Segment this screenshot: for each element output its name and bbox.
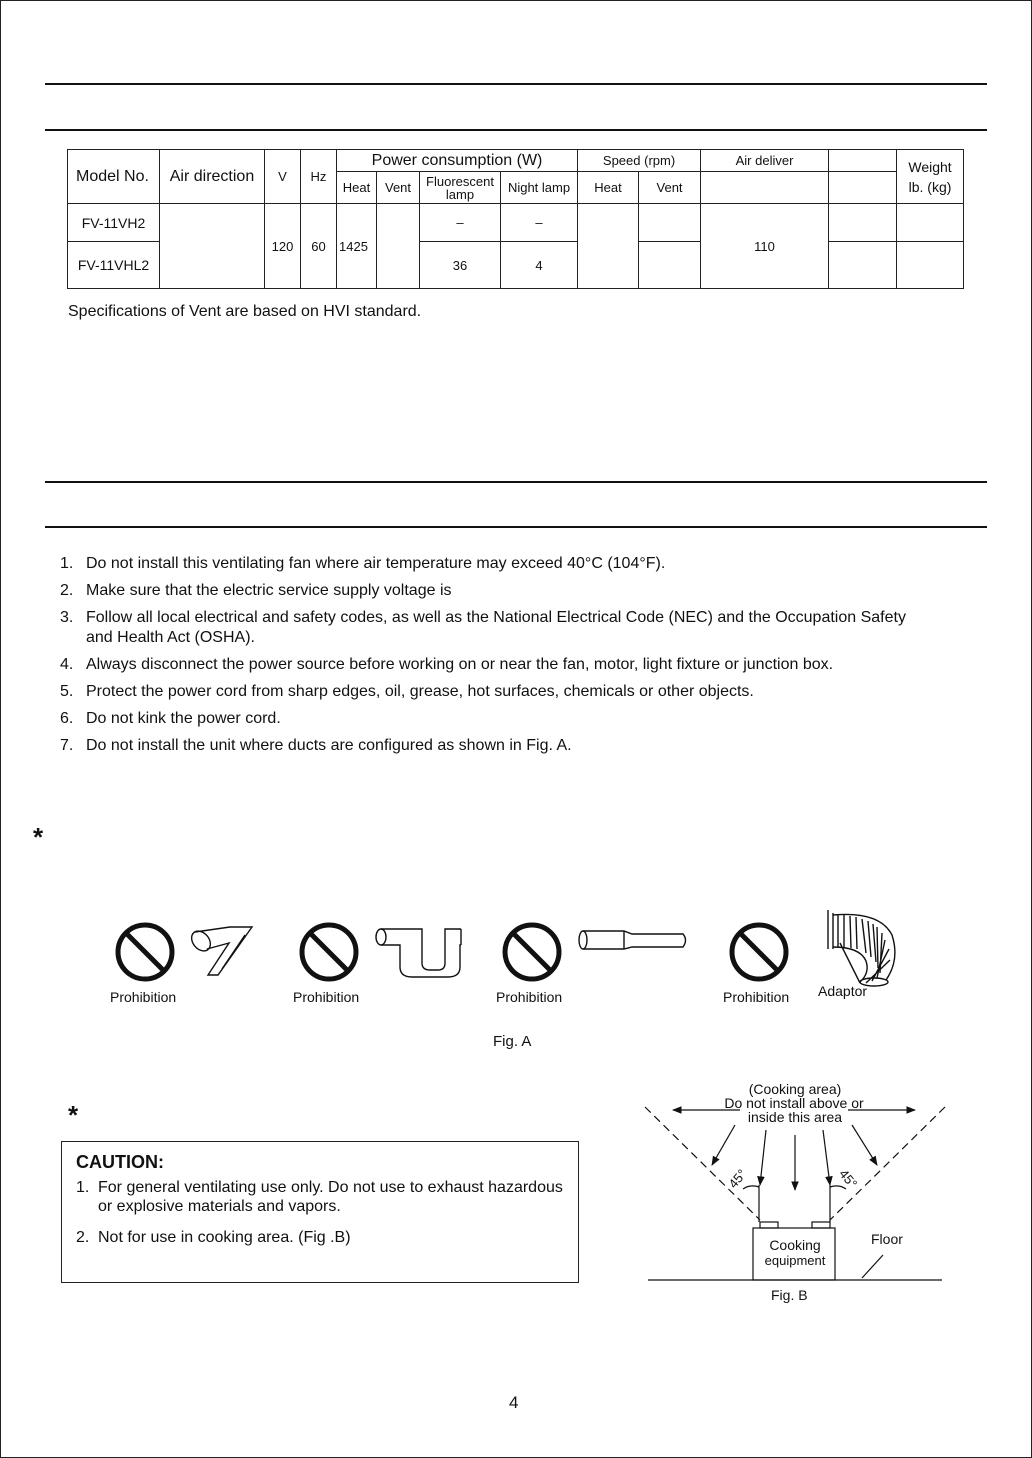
fig-b-line1: (Cooking area)	[748, 1081, 842, 1097]
prohibition-label: Prohibition	[723, 989, 790, 1005]
asterisk-marker: *	[68, 1100, 79, 1130]
header-air-direction: Air direction	[160, 150, 265, 204]
list-item	[76, 1228, 571, 1247]
list-number: 5.	[60, 683, 74, 700]
cooking-label-1: Cooking	[769, 1237, 821, 1253]
list-text: Do not kink the power cord.	[86, 710, 281, 727]
air-direction-cell	[160, 204, 265, 289]
header-weight-line2: lb. (kg)	[908, 178, 952, 195]
row1-blank	[829, 204, 897, 242]
down-arrow	[712, 1125, 735, 1165]
row2-model: FV-11VHL2	[68, 242, 160, 289]
header-hz: Hz	[301, 150, 337, 204]
list-text: Make sure that the electric service supply voltage is	[86, 582, 452, 599]
air-deliver-cell: 110	[701, 204, 829, 289]
section-rule	[45, 481, 987, 483]
row2-blank	[829, 242, 897, 289]
row1-weight	[897, 204, 964, 242]
speed-heat-cell	[578, 204, 639, 289]
installation-notes	[60, 554, 906, 763]
fig-b-line3: inside this area	[747, 1109, 843, 1125]
floor-label: Floor	[871, 1231, 903, 1247]
header-weight-line1: Weight	[908, 158, 952, 175]
cooking-label-2: equipment	[764, 1253, 826, 1268]
down-arrow	[823, 1130, 830, 1185]
angle-arc	[830, 1186, 846, 1189]
header-v: V	[265, 150, 301, 204]
list-item	[60, 682, 906, 702]
floor-pointer	[862, 1255, 883, 1278]
section-rule	[45, 83, 987, 85]
prohibition-label: Prohibition	[110, 989, 177, 1005]
caution-title: CAUTION:	[76, 1152, 164, 1172]
caution-box	[61, 1141, 579, 1283]
list-text: Protect the power cord from sharp edges, oil, grease, hot surfaces, chemicals or other objects.	[86, 683, 754, 700]
header-fluorescent-line2: lamp	[445, 186, 475, 202]
row2-night-lamp: 4	[501, 242, 578, 289]
page-number: 4	[509, 1393, 519, 1412]
list-number: 4.	[60, 656, 74, 673]
header-blank	[829, 150, 897, 172]
list-item	[60, 581, 906, 601]
vent-cell	[377, 204, 420, 289]
angle-label: 45°	[725, 1166, 750, 1192]
list-number: 6.	[60, 710, 74, 727]
list-text: Not for use in cooking area. (Fig .B)	[98, 1229, 351, 1246]
list-text: Do not install the unit where ducts are configured as shown in Fig. A.	[86, 737, 572, 754]
header-speed-vent: Vent	[639, 172, 701, 204]
row2-fluorescent: 36	[420, 242, 501, 289]
hz-cell: 60	[301, 204, 337, 289]
list-text: Always disconnect the power source before working on or near the fan, motor, light fixture or junction box.	[86, 656, 834, 673]
prohibition-icon	[732, 925, 786, 979]
fig-a-caption: Fig. A	[493, 1033, 532, 1050]
prohibition-icon	[118, 925, 172, 979]
list-item	[60, 655, 906, 675]
list-item	[76, 1178, 571, 1216]
spec-note: Specifications of Vent are based on HVI standard.	[68, 303, 422, 320]
bent-duct-icon	[188, 927, 252, 975]
header-blank-2	[829, 172, 897, 204]
list-text: Follow all local electrical and safety codes, as well as the National Electrical Code (NEC) and the Occupation Safety and Health Act (OSHA).	[86, 609, 906, 646]
spec-table	[67, 149, 964, 289]
u-duct-icon	[376, 929, 461, 977]
header-speed-heat: Heat	[578, 172, 639, 204]
list-item	[60, 736, 906, 756]
fig-b-line2: Do not install above or	[724, 1095, 864, 1111]
burner	[760, 1222, 778, 1228]
adaptor-label: Adaptor	[818, 983, 868, 999]
list-text: Do not install this ventilating fan where air temperature may exceed 40°C (104°F).	[86, 555, 666, 572]
burner	[812, 1222, 830, 1228]
list-item	[60, 608, 906, 648]
heat-cell: 1425	[337, 204, 377, 289]
row1-fluorescent: –	[420, 204, 501, 242]
prohibition-icon	[505, 925, 559, 979]
header-power-consumption: Power consumption (W)	[337, 150, 578, 172]
section-rule	[45, 129, 987, 131]
list-item	[60, 554, 906, 574]
header-model-no: Model No.	[68, 150, 160, 204]
row2-speed-vent	[639, 242, 701, 289]
list-text: For general ventilating use only. Do not use to exhaust hazardous or explosive materials and vapors.	[98, 1179, 563, 1215]
voltage-cell: 120	[265, 204, 301, 289]
header-fluorescent-lamp	[420, 172, 501, 204]
list-number: 3.	[60, 609, 74, 626]
header-night-lamp: Night lamp	[501, 172, 578, 204]
fig-b-caption: Fig. B	[771, 1287, 808, 1303]
angle-arc	[743, 1186, 759, 1189]
prohibition-label: Prohibition	[293, 989, 360, 1005]
prohibition-label: Prohibition	[496, 989, 563, 1005]
angle-label: 45°	[836, 1166, 861, 1192]
list-number: 7.	[60, 737, 74, 754]
section-rule	[45, 526, 987, 528]
prohibition-icon	[302, 925, 356, 979]
asterisk-marker: *	[33, 822, 44, 852]
header-heat: Heat	[337, 172, 377, 204]
row1-night-lamp: –	[501, 204, 578, 242]
header-air-deliver-blank	[701, 172, 829, 204]
flexible-duct-icon	[828, 910, 895, 986]
header-air-deliver: Air deliver	[701, 150, 829, 172]
list-number: 1.	[60, 555, 74, 572]
list-number: 2.	[60, 582, 74, 599]
down-arrow	[852, 1125, 877, 1165]
list-number: 2.	[76, 1229, 90, 1246]
caution-list	[76, 1178, 571, 1259]
header-speed: Speed (rpm)	[578, 150, 701, 172]
header-fluorescent-line1: Fluorescent	[426, 173, 494, 189]
list-item	[60, 709, 906, 729]
row1-model: FV-11VH2	[68, 204, 160, 242]
row1-speed-vent	[639, 204, 701, 242]
header-weight	[897, 150, 964, 204]
header-vent: Vent	[377, 172, 420, 204]
straight-duct-icon	[579, 931, 686, 949]
row2-weight	[897, 242, 964, 289]
list-number: 1.	[76, 1179, 90, 1196]
down-arrow	[760, 1130, 766, 1185]
